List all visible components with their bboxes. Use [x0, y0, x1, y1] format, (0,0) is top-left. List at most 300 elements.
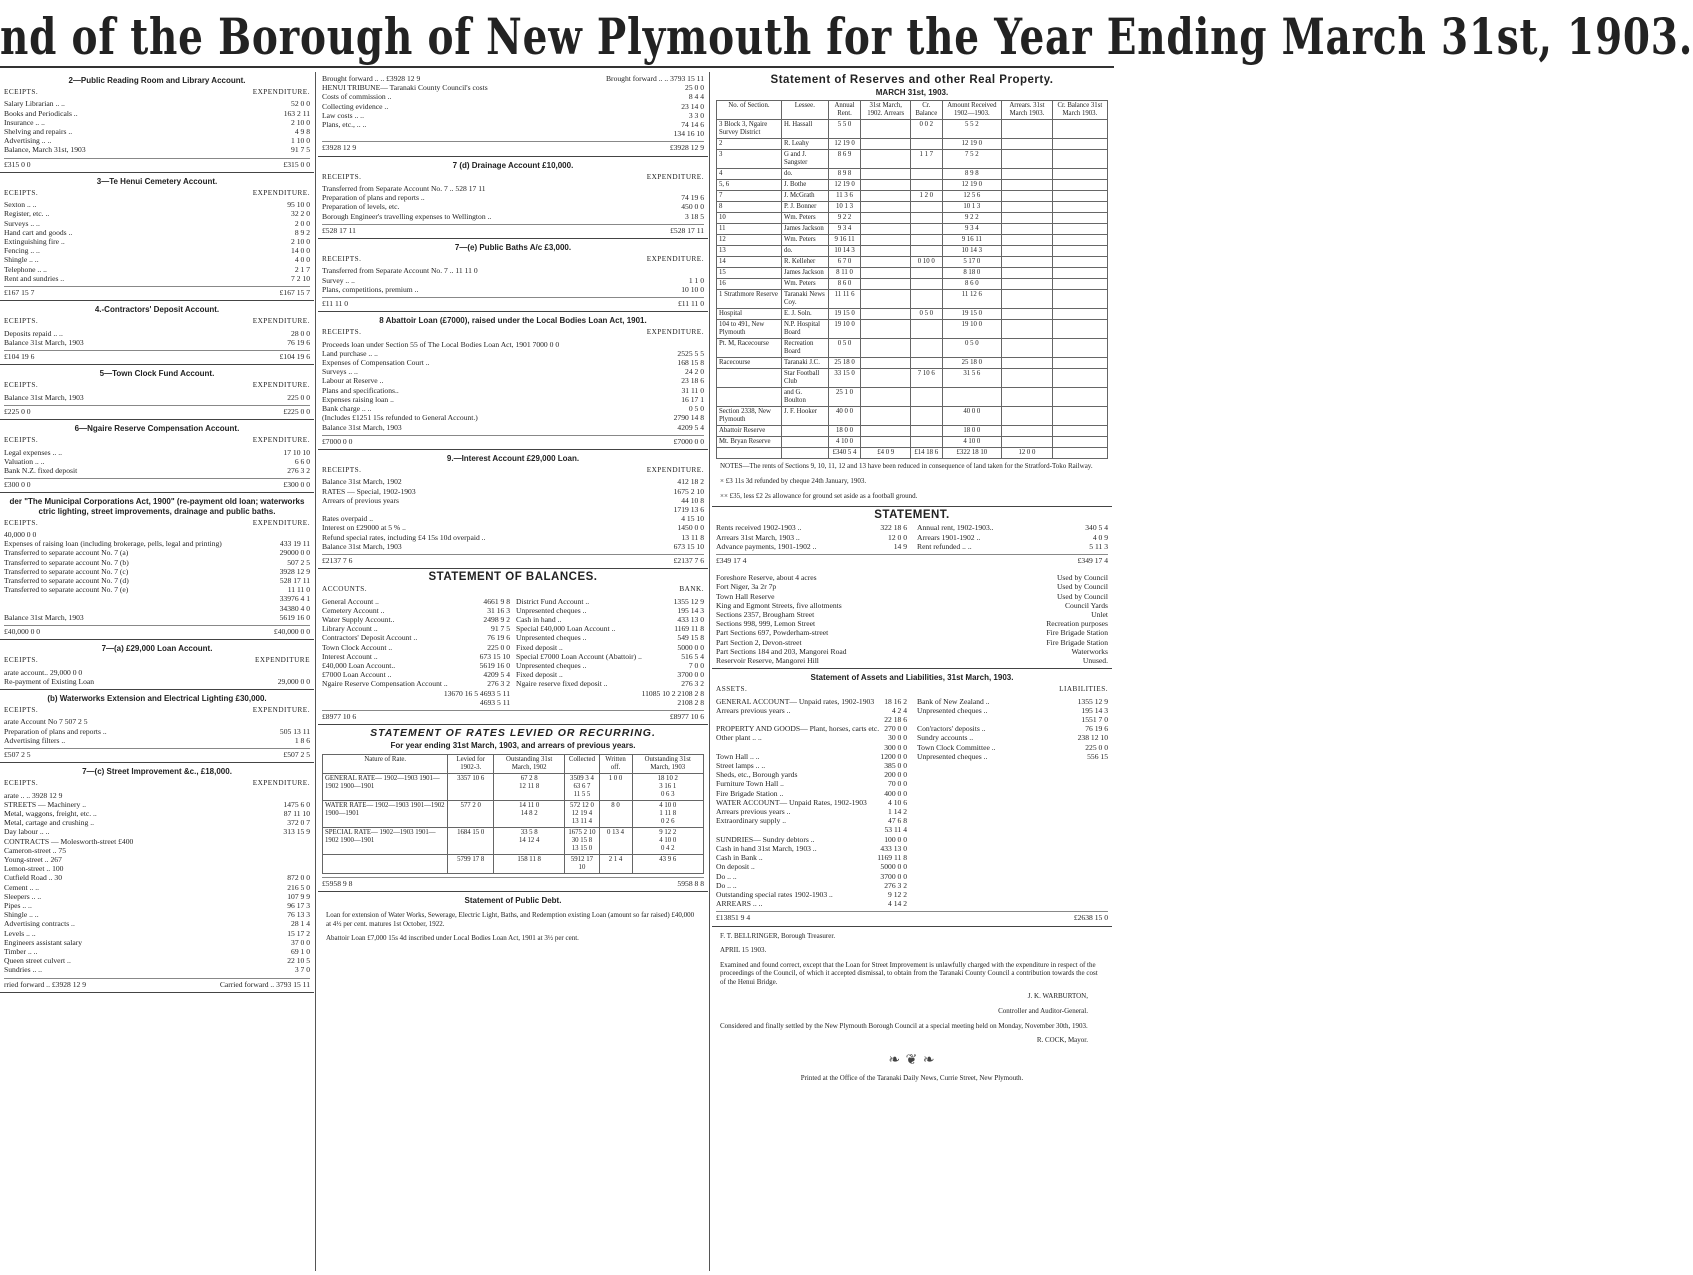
expenditure-line [4, 818, 310, 827]
reserves-column-header: No. of Section. [717, 101, 782, 120]
line-amount: 673 15 10 [673, 541, 704, 551]
property-use [716, 647, 1108, 656]
total-right: £167 15 7 [279, 288, 310, 298]
line-label: Part Section 2, Devon-street [716, 637, 802, 647]
rates-column-header: Outstanding 31st March, 1903 [632, 754, 703, 773]
cr-balance-1903 [1052, 180, 1107, 191]
line-amount: 28 0 0 [291, 328, 310, 338]
receipts-head: ECEIPTS. [4, 656, 39, 665]
rates-column-header: Outstanding 31st March, 1902 [493, 754, 564, 773]
line-amount: Unlet [1091, 610, 1108, 620]
annual-rent: 4 10 0 [828, 437, 861, 448]
auditor-footer [712, 927, 1112, 1089]
line-label: Transferred to separate account No. 7 (c) [4, 566, 129, 576]
rates-cell: 1 0 0 [599, 773, 632, 800]
cr-balance [911, 213, 943, 224]
amount-received: 10 1 3 [942, 202, 1002, 213]
line-label: Surveys .. .. [322, 367, 358, 377]
section-no: Pt. M, Racecourse [717, 339, 782, 358]
section-total [4, 286, 310, 297]
amount-received [942, 388, 1002, 407]
section-no: 13 [717, 246, 782, 257]
statement-line [716, 542, 907, 551]
total-right: £11 11 0 [677, 299, 704, 309]
line-label: Bank N.Z. fixed deposit [4, 465, 78, 475]
line-amount: Fire Brigade Station [1046, 637, 1108, 647]
line-label: Fixed deposit .. [516, 642, 563, 652]
line-label: Shelving and repairs .. [4, 127, 73, 137]
cr-balance-1903 [1052, 257, 1107, 268]
expenditure-line [4, 265, 310, 274]
receipts-head: ECEIPTS. [4, 189, 39, 198]
line-label: Arrears 1901-1902 .. [917, 532, 981, 542]
auditor-title: Controller and Auditor-General. [998, 1007, 1088, 1016]
cr-balance-1903 [1052, 369, 1107, 388]
line-label: Balance 31st March, 1903 [4, 392, 84, 402]
line-label: General Account .. [322, 596, 379, 606]
annual-rent: 9 16 11 [828, 235, 861, 246]
line-amount: 3 7 0 [294, 965, 310, 975]
total-left: £13851 9 4 [716, 913, 751, 923]
line-amount: 8 9 2 [294, 227, 310, 237]
expenditure-line [322, 202, 704, 211]
line-amount: 385 0 0 [884, 761, 907, 771]
liabilities-label: LIABILITIES. [1059, 685, 1108, 694]
line-amount: 507 2 5 [287, 557, 310, 567]
account-loan7a [0, 640, 314, 690]
annual-rent: 8 11 0 [828, 268, 861, 279]
line-amount: 5 11 3 [1089, 541, 1108, 551]
receipts-head: ECEIPTS. [4, 436, 39, 445]
line-amount: 1355 12 9 [1077, 696, 1108, 706]
expenditure-line [4, 873, 310, 882]
statement-total [716, 554, 1108, 565]
arrears-1903 [1002, 257, 1053, 268]
cr-balance-1903 [1052, 320, 1107, 339]
expenditure-line [4, 919, 310, 928]
account-balance [322, 624, 510, 633]
line-label: Con'ractors' deposits .. [917, 724, 986, 734]
line-label: Advertising contracts .. [4, 919, 75, 929]
rates-table [322, 754, 704, 874]
line-amount: 34380 4 0 [279, 603, 310, 613]
expenditure-line [4, 237, 310, 246]
line-amount: 7 2 10 [291, 273, 310, 283]
line-label: Outstanding special rates 1902-1903 .. [716, 889, 833, 899]
arrears [861, 202, 911, 213]
section-no: Racecourse [717, 358, 782, 369]
expenditure-line [4, 448, 310, 457]
line-label: Town Hall .. .. [716, 751, 760, 761]
line-amount: 276 3 2 [681, 679, 704, 689]
lessee: James Jackson [781, 224, 828, 235]
asset-line [716, 890, 907, 899]
line-label: Part Sections 697, Powderham-street [716, 628, 829, 638]
arrears-1903 [1002, 180, 1053, 191]
line-amount: 2 0 0 [294, 218, 310, 228]
annual-rent: 25 18 0 [828, 358, 861, 369]
line-amount: 76 19 6 [287, 337, 310, 347]
cr-balance-1903 [1052, 279, 1107, 290]
total-left: £315 0 0 [4, 159, 31, 169]
expenditure-head: EXPENDITURE. [252, 518, 310, 527]
asset-line [716, 706, 907, 715]
line-amount: 1169 11 8 [877, 853, 907, 863]
lessee: do. [781, 246, 828, 257]
receipt-line [322, 477, 704, 486]
amount-received: 7 5 2 [942, 150, 1002, 169]
line-label: Balance, March 31st, 1903 [4, 145, 86, 155]
line-label: Valuation .. .. [4, 456, 45, 466]
lessee: Taranaki J.C. [781, 358, 828, 369]
reserves-table [716, 100, 1108, 459]
rates-cell: 33 5 8 14 12 4 [493, 827, 564, 854]
receipts-head: ECEIPTS. [4, 779, 39, 788]
section-title: 7—(e) Public Baths A/c £3,000. [454, 243, 572, 253]
line-label: Legal expenses .. .. [4, 447, 62, 457]
rates-cell: WATER RATE— 1902—1903 1901—1902 1900—1901 [323, 800, 448, 827]
amount-received: 25 18 0 [942, 358, 1002, 369]
line-amount: 372 0 7 [287, 818, 310, 828]
arrears-1903 [1002, 426, 1053, 437]
line-amount: 33976 4 1 [279, 594, 310, 604]
title-rule [0, 66, 1114, 68]
arrears-1903 [1002, 358, 1053, 369]
line-amount: 313 15 9 [283, 827, 310, 837]
lessee: James Jackson [781, 268, 828, 279]
line-amount: Used by Council [1056, 582, 1108, 592]
expenditure-line [322, 542, 704, 551]
reserves-header-row [717, 101, 1108, 120]
annual-rent: 11 11 6 [828, 290, 861, 309]
section-no: 15 [717, 268, 782, 279]
rates-column-header: Levied for 1902-3. [448, 754, 494, 773]
line-label: Street lamps .. .. [716, 761, 766, 771]
amount-received: 19 15 0 [942, 309, 1002, 320]
line-label: Telephone .. .. [4, 264, 47, 274]
expenditure-head: EXPENDITURE. [252, 317, 310, 326]
total-right: £528 17 11 [670, 225, 704, 235]
property-use [716, 628, 1108, 637]
line-label: Extinguishing fire .. [4, 237, 65, 247]
line-label: Lemon-street .. 100 [4, 864, 64, 874]
expenditure-line [4, 548, 310, 557]
rates-cell: 1684 15 0 [448, 827, 494, 854]
asset-line [716, 752, 907, 761]
lessee: Wm. Peters [781, 279, 828, 290]
arrears-1903 [1002, 388, 1053, 407]
line-label: Balance 31st March, 1903 [322, 422, 402, 432]
line-amount: 32 2 0 [291, 209, 310, 219]
annual-rent: 9 2 2 [828, 213, 861, 224]
annual-rent: 19 10 0 [828, 320, 861, 339]
account-balance [322, 643, 510, 652]
cr-balance [911, 426, 943, 437]
expenditure-line [322, 92, 704, 101]
line-amount: 91 7 5 [491, 624, 510, 634]
section-no: 10 [717, 213, 782, 224]
line-label: Land purchase .. .. [322, 348, 378, 358]
expenditure-line [4, 255, 310, 264]
line-amount: Recreation purposes [1046, 619, 1108, 629]
line-label: Arrears previous years .. [716, 807, 791, 817]
line-label: Costs of commission .. [322, 92, 392, 102]
line-amount: 13 11 8 [681, 532, 704, 542]
balances-head [322, 585, 704, 594]
arrears [861, 180, 911, 191]
account-drainage [318, 157, 708, 239]
lessee [781, 426, 828, 437]
line-label: Part Sections 184 and 203, Mangorei Road [716, 646, 847, 656]
annual-rent: 33 15 0 [828, 369, 861, 388]
assets-body [716, 697, 1108, 909]
expenditure-line [322, 533, 704, 542]
total-left: £528 17 11 [322, 225, 356, 235]
expenditure-line [4, 947, 310, 956]
expenditure-line [4, 558, 310, 567]
arrears-1903 [1002, 139, 1053, 150]
bank-balance [516, 606, 704, 615]
account-municipal [0, 493, 314, 640]
bank-balance [516, 661, 704, 670]
line-label: Preparation of plans and reports .. [322, 193, 425, 203]
line-amount: 91 7 5 [291, 145, 310, 155]
cr-balance [911, 180, 943, 191]
rates-cell: 3357 10 6 [448, 773, 494, 800]
cr-balance-1903 [1052, 426, 1107, 437]
line-amount: 300 0 0 [884, 742, 907, 752]
rates-title: STATEMENT OF RATES LEVIED OR RECURRING. [370, 727, 656, 740]
arrears [861, 320, 911, 339]
line-label: Balance 31st March, 1903 [322, 541, 402, 551]
expenditure-line [322, 367, 704, 376]
expenditure-line [4, 567, 310, 576]
line-amount: 3 3 0 [688, 110, 704, 120]
receipt-line [322, 505, 704, 514]
liability-line [917, 715, 1108, 724]
line-label: Fort Niger, 3a 2r 7p [716, 582, 777, 592]
section-title: 2—Public Reading Room and Library Account. [68, 76, 246, 85]
treasurer-date: APRIL 15 1903. [720, 946, 767, 955]
cr-balance [911, 169, 943, 180]
line-amount: 5619 16 0 [479, 660, 510, 670]
cr-balance [911, 246, 943, 257]
expenditure-line [4, 219, 310, 228]
receipts-head: RECEIPTS. [322, 466, 362, 475]
reserves-total: £4 0 9 [861, 448, 911, 459]
account-balance [322, 606, 510, 615]
section-total [4, 748, 310, 759]
accounts-head: ACCOUNTS. [322, 585, 368, 594]
arrears-1903 [1002, 369, 1053, 388]
line-label: £40,000 Loan Account.. [322, 660, 396, 670]
reserves-row [717, 358, 1108, 369]
section-no: 3 [717, 150, 782, 169]
statement-of-public-debt [318, 892, 708, 949]
line-amount: 95 10 0 [287, 200, 310, 210]
section-title: 6—Ngaire Reserve Compensation Account. [74, 424, 240, 434]
asset-line [716, 733, 907, 742]
line-label: Engineers assistant salary [4, 937, 83, 947]
cr-balance: 0 10 0 [911, 257, 943, 268]
expenditure-line [4, 809, 310, 818]
cr-balance [911, 268, 943, 279]
line-amount: 7 0 0 [688, 660, 704, 670]
total-left: £3928 12 9 [322, 143, 357, 153]
arrears-1903 [1002, 213, 1053, 224]
section-no: 4 [717, 169, 782, 180]
line-amount: 6 6 0 [294, 456, 310, 466]
arrears [861, 213, 911, 224]
expenditure-head: EXPENDITURE. [646, 328, 704, 337]
line-amount: 30 0 0 [888, 733, 907, 743]
section-no: 8 [717, 202, 782, 213]
section-total [322, 554, 704, 565]
line-amount: 24 2 0 [685, 367, 704, 377]
account-loan7b [0, 690, 314, 763]
liability-line [917, 752, 1108, 761]
bank-balance [516, 679, 704, 688]
line-amount: 1450 0 0 [677, 523, 704, 533]
amount-received: 10 14 3 [942, 246, 1002, 257]
reserves-row [717, 388, 1108, 407]
liability-line [917, 706, 1108, 715]
asset-line [716, 715, 907, 724]
assets-head [716, 685, 1108, 694]
line-amount: 276 3 2 [884, 880, 907, 890]
section-total [322, 297, 704, 308]
cr-balance: 0 0 2 [911, 120, 943, 139]
section-no: 1 Strathmore Reserve [717, 290, 782, 309]
asset-line [716, 899, 907, 908]
line-amount: Fire Brigade Station [1046, 628, 1108, 638]
balances-total [322, 710, 704, 721]
statement-line [716, 533, 907, 542]
statement-line [716, 523, 907, 532]
section-total [4, 405, 310, 416]
section-head [4, 317, 310, 326]
annual-rent: 10 14 3 [828, 246, 861, 257]
reserves-row [717, 202, 1108, 213]
expenditure-line [4, 136, 310, 145]
line-amount: 14 9 [893, 541, 907, 551]
reserves-note: NOTES—The rents of Sections 9, 10, 11, 12 and 13 have been reduced in consequence of land taken for the Stratford-Toko Railway. [720, 462, 1093, 471]
line-amount: 433 19 11 [279, 539, 310, 549]
rates-cell: 5912 17 10 [565, 854, 599, 873]
line-label: Interest Account .. [322, 651, 378, 661]
line-label: PROPERTY AND GOODS— Plant, horses, carts etc. [716, 724, 880, 734]
receipt-line [322, 496, 704, 505]
account-cemetery [0, 173, 314, 301]
line-amount: 412 18 2 [677, 477, 704, 487]
line-label: Ngaire Reserve Compensation Account .. [322, 679, 448, 689]
subtotal [322, 129, 704, 138]
account-ngaire [0, 420, 314, 493]
line-amount: 5000 0 0 [677, 642, 704, 652]
rates-subtitle: For year ending 31st March, 1903, and arrears of previous years. [390, 741, 636, 751]
line-amount: 225 0 0 [1085, 742, 1108, 752]
line-label: Cash in Bank .. [716, 853, 763, 863]
bank-balance [516, 643, 704, 652]
cr-balance-1903 [1052, 191, 1107, 202]
asset-line [716, 697, 907, 706]
line-label: Balance 31st March, 1902 [322, 477, 402, 487]
line-amount: 18 16 2 [884, 696, 907, 706]
line-amount: 168 15 8 [677, 358, 704, 368]
line-amount: 53 11 4 [884, 825, 907, 835]
expenditure-head: EXPENDITURE. [646, 466, 704, 475]
rates-cell: 572 12 0 12 19 4 13 11 4 [565, 800, 599, 827]
arrears [861, 169, 911, 180]
line-label: Young-street .. 267 [4, 855, 62, 865]
line-amount: 549 15 8 [677, 633, 704, 643]
line-label: Law costs .. .. [322, 110, 364, 120]
arrears [861, 191, 911, 202]
line-amount: 0 5 0 [688, 404, 704, 414]
rates-column-header: Written off. [599, 754, 632, 773]
debt-title: Statement of Public Debt. [464, 895, 562, 905]
expenditure-line [4, 677, 310, 686]
bank-balance [516, 615, 704, 624]
reserves-row [717, 309, 1108, 320]
reserves-total: £340 5 4 [828, 448, 861, 459]
column-divider [709, 72, 710, 1271]
line-amount: 10 10 0 [681, 284, 704, 294]
rates-cell: 4 10 0 1 11 8 0 2 6 [632, 800, 703, 827]
line-amount: 238 12 10 [1077, 733, 1108, 743]
asset-line [716, 835, 907, 844]
receipt-line [322, 487, 704, 496]
line-amount: 276 3 2 [487, 679, 510, 689]
expenditure-line [4, 736, 310, 745]
line-label: Transferred to separate account No. 7 (d) [4, 575, 129, 585]
cr-balance-1903 [1052, 309, 1107, 320]
line-label: Furniture Town Hall .. [716, 779, 784, 789]
line-amount: 100 0 0 [884, 834, 907, 844]
section-no: Section 2338, New Plymouth [717, 407, 782, 426]
expenditure-line [322, 276, 704, 285]
total-left: £8977 10 6 [322, 711, 357, 721]
line-label: STREETS — Machinery .. [4, 799, 87, 809]
total-left: £40,000 0 0 [4, 626, 41, 636]
cr-balance [911, 358, 943, 369]
section-no [717, 388, 782, 407]
section-no: 7 [717, 191, 782, 202]
section-title: 4.-Contractors' Deposit Account. [94, 305, 220, 315]
property-use [716, 656, 1108, 665]
line-amount: 5000 0 0 [880, 862, 907, 872]
brought-forward [322, 74, 704, 83]
line-amount: 4209 5 4 [677, 422, 704, 432]
line-label: Sheds, etc., Borough yards [716, 770, 798, 780]
reserves-row [717, 120, 1108, 139]
line-amount: 25 0 0 [685, 83, 704, 93]
cr-balance-1903 [1052, 235, 1107, 246]
mayor-signature: R. COCK, Mayor. [1036, 1036, 1088, 1045]
arrears-1903 [1002, 191, 1053, 202]
line-label: Books and Periodicals .. [4, 108, 78, 118]
line-label: Plans and specifications.. [322, 385, 399, 395]
line-label: Deposits repaid .. .. [4, 328, 63, 338]
amount-received: 8 18 0 [942, 268, 1002, 279]
total-right: 5958 8 8 [677, 878, 704, 888]
arrears [861, 339, 911, 358]
cr-balance-1903 [1052, 268, 1107, 279]
debt-line: Abattoir Loan £7,000 15s 4d inscribed under Local Bodies Loan Act, 1901 at 3½ per cent. [326, 934, 579, 943]
line-amount: 3700 0 0 [880, 871, 907, 881]
account-balance [322, 597, 510, 606]
line-amount: 1675 2 10 [673, 486, 704, 496]
